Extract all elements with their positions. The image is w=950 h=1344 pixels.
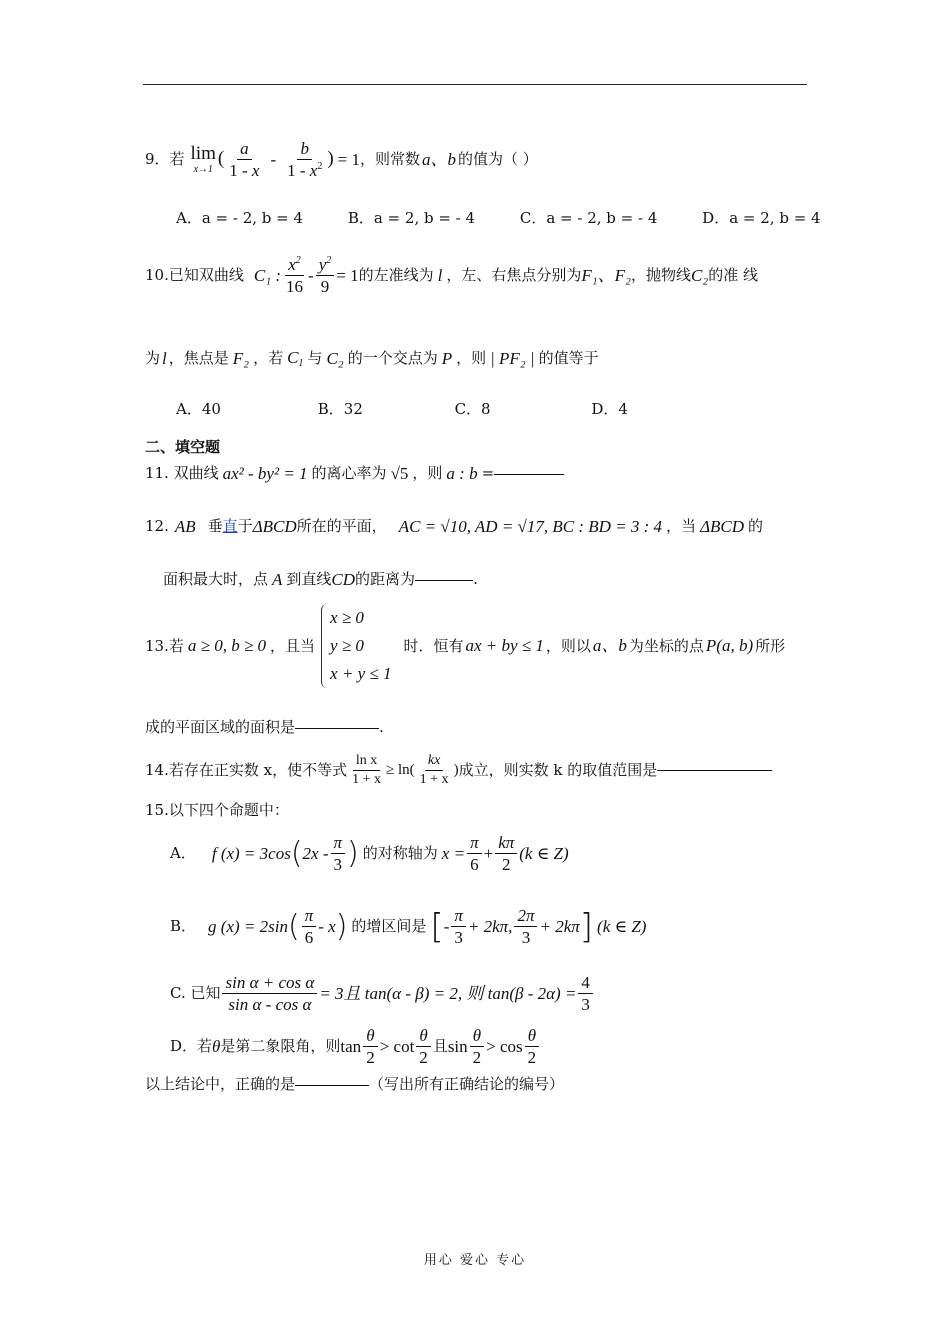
q13-line2: 成的平面区域的面积是 . xyxy=(145,718,384,736)
q15-conclusion: 以上结论中，正确的是 （写出所有正确结论的编号） xyxy=(145,1075,565,1093)
header-rule xyxy=(143,84,807,85)
q9-frac-a: $\frac{a}{1 - x}$ xyxy=(229,139,260,181)
q10-option-a: A．40 xyxy=(176,400,221,418)
q10-option-c: C．8 xyxy=(454,400,491,418)
question-10: 10.已知双曲线 C₁ : $\frac{x^2}{16}$ - $\frac{y^2}{9}$ = 1 的左准线为 l ，左、右焦点分别为 F₁、F₂ ，抛物线 C₂ 的准 线 xyxy=(145,255,758,297)
q15-answer-blank[interactable] xyxy=(295,1084,369,1086)
question-14: 14.若存在正实数 x，使不等式 $\frac{\text{ln x}}{1 + x}$ ≥ ln( $\frac{kx}{1 + x}$ ) 成立，则实数 k 的取值范围是 xyxy=(145,752,772,788)
question-11: 11. 双曲线 ax² - by² = 1 的离心率为 √5 ，则 a : b = xyxy=(145,462,564,486)
q9-option-d: D．a = 2, b = 4 xyxy=(702,209,821,227)
q9-option-a: A．a = - 2, b = 4 xyxy=(176,209,304,227)
q9-option-b: B．a = 2, b = - 4 xyxy=(347,209,476,227)
q15-statement-d: D．若 θ 是第二象限角，则 tan $\frac{\theta}{2}$ > cot $\frac{\theta}{2}$ 且 sin $\frac{\theta}{2}$ > cos $\frac{\theta}{2}$ xyxy=(170,1025,541,1069)
page-footer: 用心 爱心 专心 xyxy=(423,1253,527,1268)
q12-answer-blank[interactable] xyxy=(415,579,473,581)
question-9: 9．若 lim x→1 ( $\frac{a}{1 - x}$ - $\frac{b}{1 - x^2}$ ) = 1 ，则常数 a、b 的值为（ ） xyxy=(145,139,538,181)
q13-answer-blank[interactable] xyxy=(295,727,379,729)
question-13: 13.若 a ≥ 0, b ≥ 0 ，且当 x ≥ 0 y ≥ 0 x + y ≤ 1 时．恒有 ax + by ≤ 1 ，则以 a、b 为坐标的点 P(a, b) 所形 xyxy=(145,604,785,688)
q11-answer-blank[interactable] xyxy=(494,473,564,475)
q12-line2: 面积最大时，点 A 到直线 CD 的距离为 . xyxy=(163,570,478,589)
question-15-intro: 15.以下四个命题中： xyxy=(145,801,289,819)
q9-options xyxy=(176,208,853,229)
q9-frac-b: $\frac{b}{1 - x^2}$ xyxy=(287,139,323,181)
q10-option-d: D．4 xyxy=(591,400,628,418)
q15-statement-a: A． f (x) = 3cos ( 2x - $\frac{\pi}{3}$ ) 的对称轴为 x = $\frac{\pi}{6}$ + $\frac{k\pi}{2}$ (k ∈ Z) xyxy=(170,833,569,875)
question-12: 12. AB 垂 直 于 ΔBCD 所在的平面， AC = √10, AD = √17, BC : BD = 3 : 4 ，当 ΔBCD 的 xyxy=(145,517,764,536)
q10-option-b: B．32 xyxy=(317,400,363,418)
q9-number: 9．若 xyxy=(145,150,185,169)
q10-line2: 为 l ，焦点是 F₂ ，若 $C_1$ 与 C₂ 的一个交点为 P ，则 | PF₂ | 的值等于 xyxy=(145,348,599,369)
q10-options xyxy=(176,399,660,420)
q9-option-c: C．a = - 2, b = - 4 xyxy=(519,209,658,227)
q13-inequality-system: x ≥ 0 y ≥ 0 x + y ≤ 1 xyxy=(321,604,391,688)
section-heading: 二、填空题 xyxy=(145,438,221,456)
q14-answer-blank[interactable] xyxy=(657,769,772,771)
q15-statement-c: C. 已知 $\frac{\text{sin α + cos α}}{\text{sin α - cos α}}$ = 3且 tan(α - β) = 2, 则 tan(β - 2α) = $\frac{4}{3}$ xyxy=(170,972,595,1016)
link-zhi[interactable]: 直 xyxy=(222,517,238,536)
q9-limit: lim x→1 xyxy=(190,143,216,176)
q15-statement-b: B． g (x) = 2sin ( $\frac{\pi}{6}$ - x ) 的增区间是 [ - $\frac{\pi}{3}$ + 2kπ, $\frac{2\pi}{3}$ + 2kπ ] (k ∈ Z) xyxy=(170,906,647,948)
